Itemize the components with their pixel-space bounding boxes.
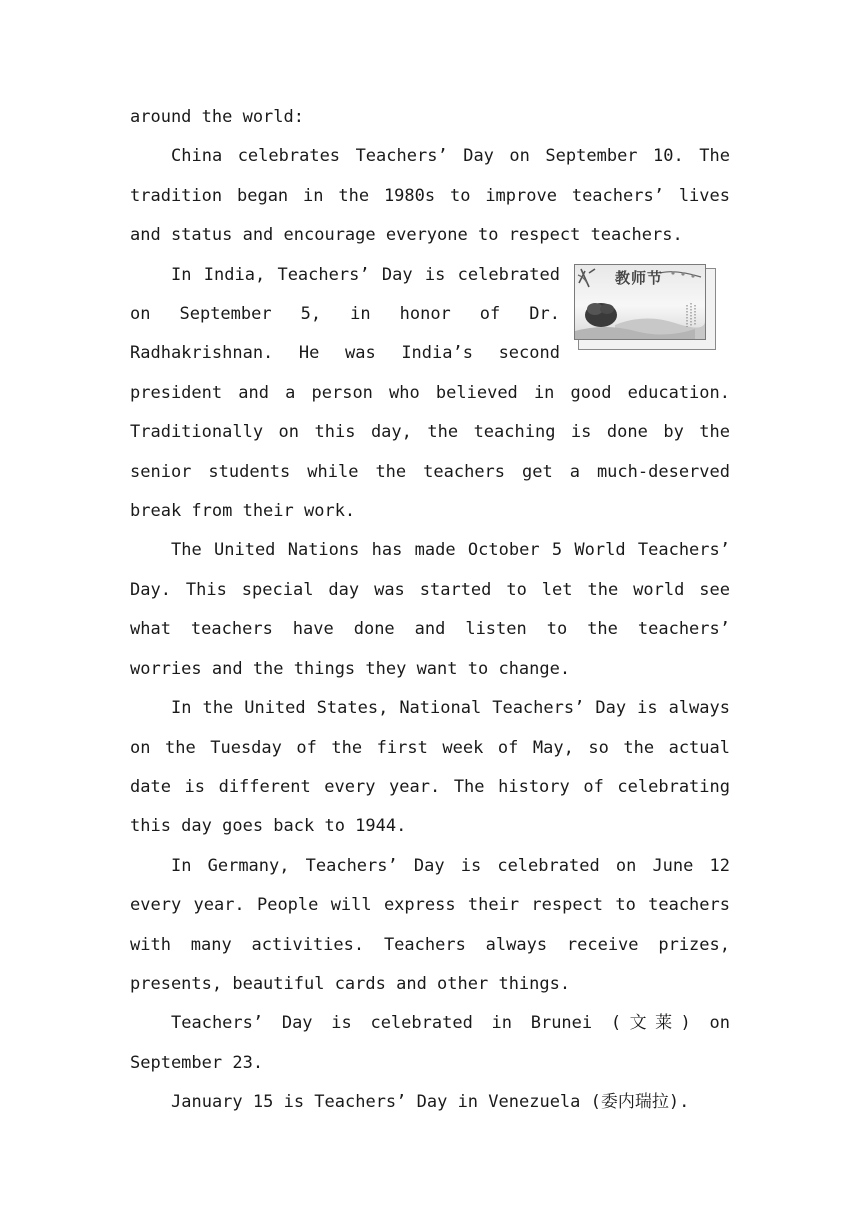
- paragraph-venezuela: January 15 is Teachers’ Day in Venezuela (委内瑞拉).: [171, 1092, 690, 1113]
- card-front-frame: [574, 264, 706, 340]
- paragraph-brunei: Teachers’ Day is celebrated in Brunei (文莱) on September 23.: [130, 1013, 730, 1073]
- document-page: [130, 98, 730, 1123]
- paragraph-usa: In the United States, National Teachers’ Day is always on the Tuesday of the first week of May, so the actual date is different every year. The history of celebrating this day goes back to 1944.: [130, 698, 730, 837]
- teachers-day-card-image: [574, 264, 714, 348]
- card-title: 教师节: [615, 268, 664, 287]
- paragraph-germany: In Germany, Teachers’ Day is celebrated on June 12 every year. People will express their respect to teachers with many activities. Teachers always receive prizes, presents, beautiful cards and other things.: [130, 855, 730, 994]
- india-section: [130, 256, 730, 532]
- paragraph-china: China celebrates Teachers’ Day on September 10. The tradition began in the 1980s to improve teachers’ lives and status and encourage everyone to respect teachers.: [130, 146, 730, 246]
- paragraph-india: In India, Teachers’ Day is celebrated on September 5, in honor of Dr. Radhakrishnan. He was India’s second president and a person who believed in good education. Traditionally on this day, the teaching is done by the senior students while the teachers get a much-deserved break from their work.: [130, 264, 730, 522]
- paragraph-un: The United Nations has made October 5 World Teachers’ Day. This special day was started to let the world see what teachers have done and listen to the teachers’ worries and the things they want to change.: [130, 540, 730, 679]
- paragraph-intro-tail: around the world:: [130, 107, 304, 127]
